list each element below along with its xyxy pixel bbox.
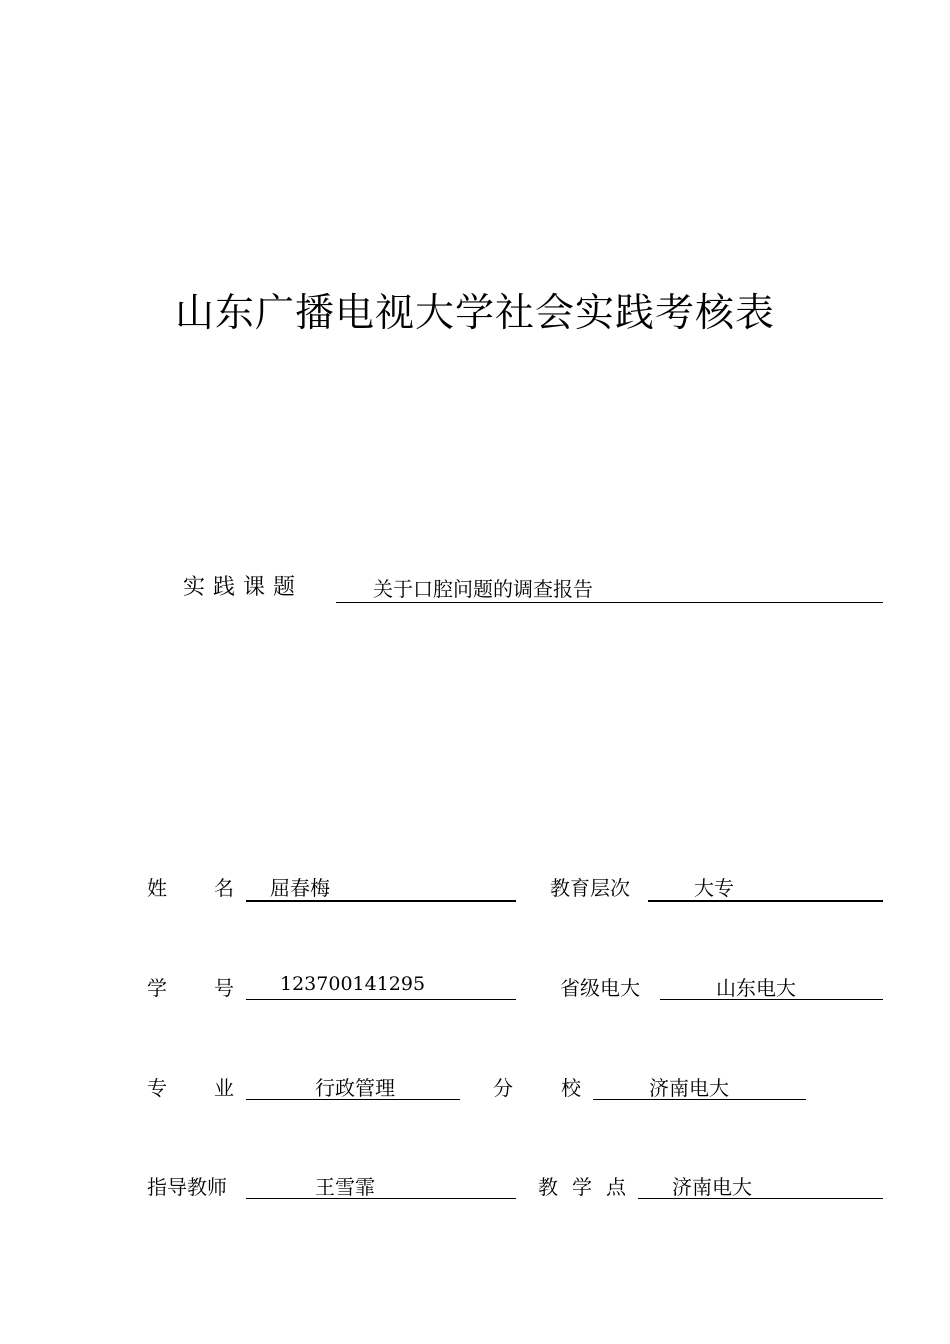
page-title: 山东广播电视大学社会实践考核表: [174, 291, 775, 336]
teaching-point-value: 济南电大: [672, 1175, 752, 1199]
name-underline: [246, 900, 516, 902]
name-label-part2: 名: [214, 876, 234, 900]
student-id-label-part1: 学: [147, 976, 167, 1000]
student-id-underline: [246, 999, 516, 1000]
education-level-value: 大专: [694, 876, 734, 900]
name-value: 屈春梅: [270, 876, 330, 900]
branch-school-label-part1: 分: [493, 1076, 513, 1100]
branch-school-value: 济南电大: [649, 1076, 729, 1100]
major-underline: [246, 1099, 460, 1100]
major-value: 行政管理: [315, 1076, 395, 1100]
student-id-label-part2: 号: [214, 976, 234, 1000]
topic-value: 关于口腔问题的调查报告: [373, 577, 593, 601]
teaching-point-label-part3: 点: [606, 1175, 626, 1199]
topic-underline: [336, 602, 883, 603]
branch-school-label-part2: 校: [561, 1076, 581, 1100]
student-id-value: 123700141295: [280, 973, 426, 995]
provincial-tvu-underline: [660, 999, 883, 1000]
topic-label: 实践课题: [183, 575, 304, 600]
advisor-underline: [246, 1198, 516, 1199]
name-label-part1: 姓: [147, 876, 167, 900]
major-label-part1: 专: [147, 1076, 167, 1100]
teaching-point-underline: [638, 1198, 883, 1199]
provincial-tvu-label: 省级电大: [560, 976, 640, 1000]
education-level-label: 教育层次: [550, 876, 630, 900]
major-label-part2: 业: [214, 1076, 234, 1100]
branch-school-underline: [593, 1099, 806, 1100]
advisor-value: 王雪霏: [315, 1175, 375, 1199]
teaching-point-label-part1: 教: [538, 1175, 558, 1199]
education-level-underline: [648, 900, 883, 902]
teaching-point-label-part2: 学: [572, 1175, 592, 1199]
provincial-tvu-value: 山东电大: [716, 976, 796, 1000]
advisor-label: 指导教师: [147, 1175, 227, 1199]
